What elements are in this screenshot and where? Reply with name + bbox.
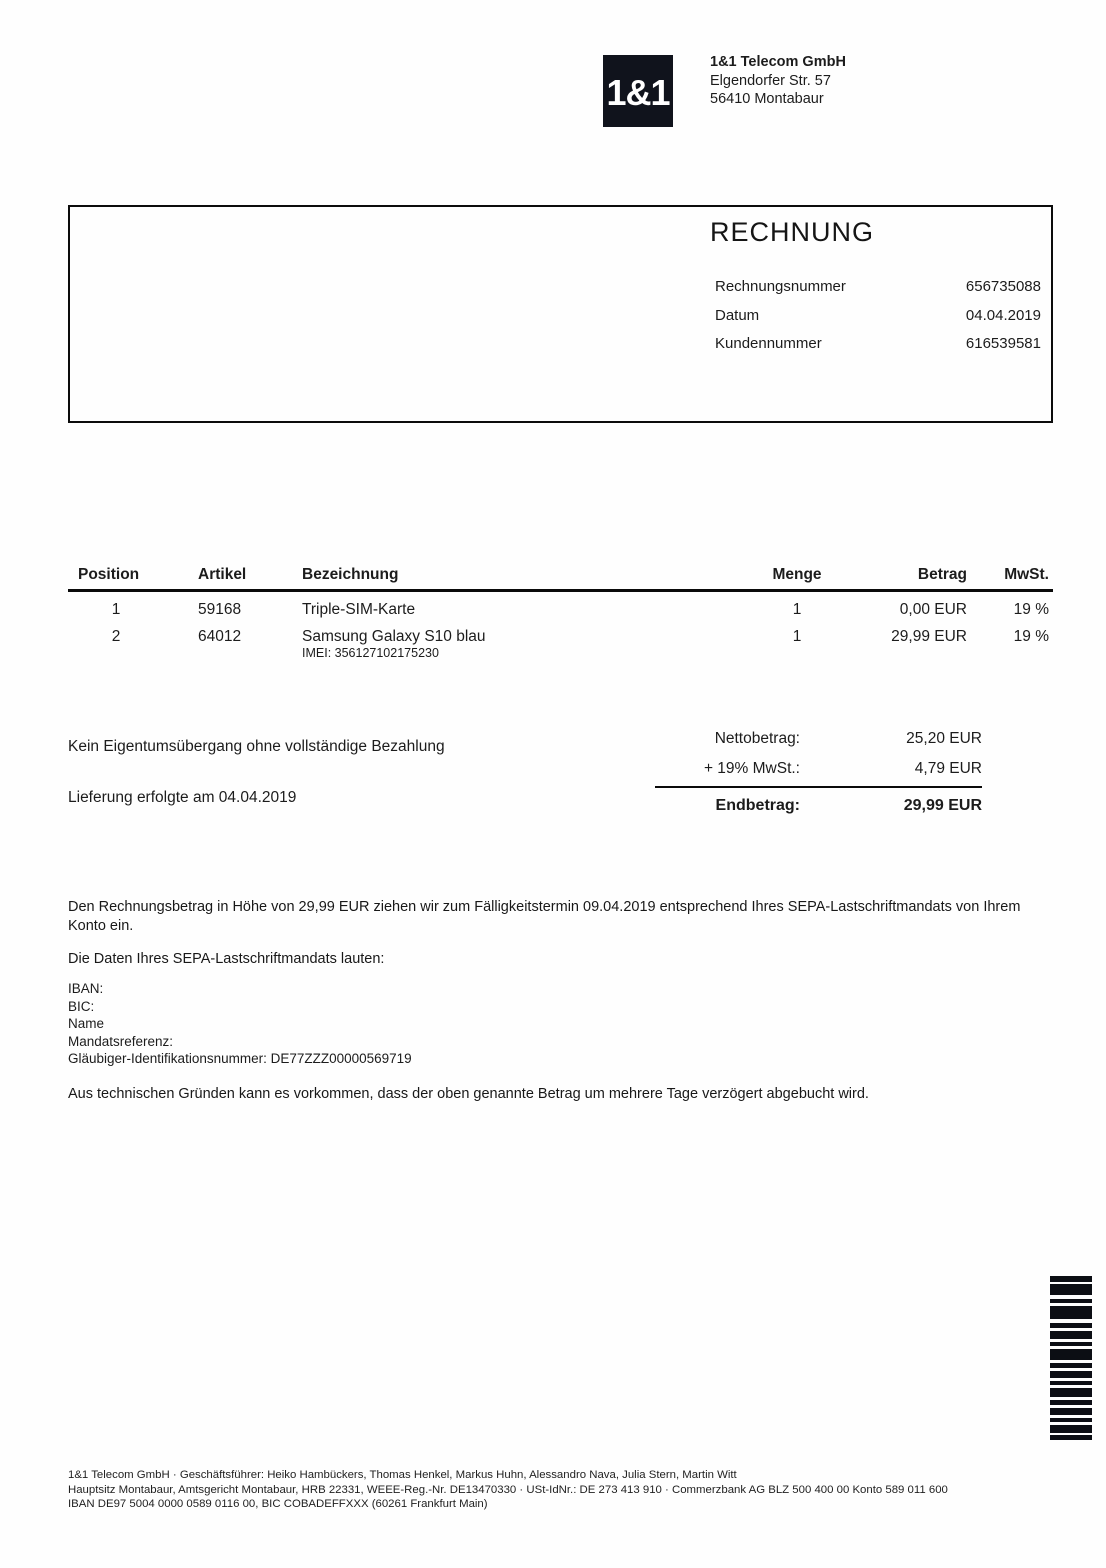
- col-header-betrag: Betrag: [917, 566, 967, 583]
- cell-bezeichnung: [302, 601, 742, 619]
- cell-mwst: 19 %: [1013, 601, 1049, 618]
- barcode: [1050, 1276, 1092, 1440]
- sepa-mandate-ref-line: Mandatsreferenz:: [68, 1033, 174, 1049]
- col-header-menge: Menge: [772, 566, 822, 583]
- vat-value: 4,79 EUR: [914, 760, 982, 777]
- cell-mwst: 19 %: [1013, 628, 1049, 645]
- cell-position: 2: [111, 628, 121, 645]
- item-name: Triple-SIM-Karte: [302, 601, 416, 618]
- cell-position: 1: [111, 601, 121, 618]
- items-table: [68, 566, 1053, 660]
- grand-total-value: 29,99 EUR: [903, 797, 982, 814]
- vat-row: [655, 754, 982, 784]
- ownership-note: Kein Eigentumsübergang ohne vollständige Bezahlung: [68, 738, 445, 755]
- cell-betrag: 0,00 EUR: [899, 601, 967, 618]
- cell-betrag: 29,99 EUR: [891, 628, 967, 645]
- col-header-position: Position: [78, 566, 140, 583]
- sepa-creditor-id-line: Gläubiger-Identifikationsnummer: DE77ZZZ00000569719: [68, 1051, 412, 1066]
- company-name: 1&1 Telecom GmbH: [710, 54, 846, 70]
- cell-artikel: 59168: [198, 601, 242, 618]
- table-row: [68, 628, 1053, 660]
- cell-menge: 1: [792, 628, 802, 645]
- invoice-title: RECHNUNG: [710, 217, 875, 247]
- item-name: Samsung Galaxy S10 blau: [302, 628, 486, 645]
- delivery-note: Lieferung erfolgte am 04.04.2019: [68, 789, 297, 806]
- invoice-date-row: [715, 302, 1041, 331]
- invoice-date-label: Datum: [715, 306, 760, 324]
- invoice-number-label: Rechnungsnummer: [715, 278, 846, 295]
- logo-text: 1&1: [606, 72, 670, 113]
- legal-footer: [68, 1468, 1028, 1512]
- customer-number-value: 616539581: [965, 335, 1041, 352]
- net-total-row: [655, 724, 982, 754]
- sepa-name-line: Name: [68, 1016, 105, 1031]
- vat-label: + 19% MwSt.:: [703, 760, 800, 777]
- footer-line-registration: Hauptsitz Montabaur, Amtsgericht Montabaur, HRB 22331, WEEE-Reg.-Nr. DE13470330 · USt-IdNr.: DE 273 413 910 · Commerzbank AG BLZ 500 400 00 Konto 589 011 600: [68, 1483, 948, 1496]
- cell-menge: 1: [792, 601, 802, 618]
- delay-notice: Aus technischen Gründen kann es vorkommen, dass der oben genannte Betrag um mehrere Tage verzögert abgebucht wird.: [68, 1086, 869, 1102]
- col-header-artikel: Artikel: [198, 566, 247, 583]
- grand-total-row: [655, 786, 982, 821]
- company-city: 56410 Montabaur: [710, 91, 824, 107]
- cell-artikel: 64012: [198, 628, 242, 645]
- sepa-intro: Die Daten Ihres SEPA-Lastschriftmandats lauten:: [68, 951, 385, 967]
- col-header-bezeichnung: Bezeichnung: [302, 566, 399, 583]
- item-detail: IMEI: 356127102175230: [302, 646, 439, 660]
- invoice-number-row: [715, 273, 1041, 302]
- footer-line-management: 1&1 Telecom GmbH · Geschäftsführer: Heiko Hambückers, Thomas Henkel, Markus Huhn, Alessandro Nava, Julia Stern, Martin Witt: [68, 1469, 737, 1481]
- invoice-meta: [715, 273, 1041, 359]
- sepa-bic-line: BIC:: [68, 998, 95, 1014]
- invoice-header-box: [68, 205, 1053, 423]
- customer-number-row: [715, 330, 1041, 359]
- footer-line-bank: IBAN DE97 5004 0000 0589 0116 00, BIC COBADEFFXXX (60261 Frankfurt Main): [68, 1498, 488, 1510]
- sepa-mandate-details: [68, 980, 412, 1068]
- grand-total-label: Endbetrag:: [715, 797, 800, 814]
- debit-notice: Den Rechnungsbetrag in Höhe von 29,99 EUR ziehen wir zum Fälligkeitstermin 09.04.2019 entsprechend Ihres SEPA-Lastschriftmandats von Ihrem Konto ein.: [68, 899, 1021, 934]
- net-total-label: Nettobetrag:: [714, 730, 800, 747]
- cell-bezeichnung: [302, 628, 742, 660]
- totals-block: [655, 724, 982, 821]
- table-row: [68, 601, 1053, 619]
- invoice-date-value: 04.04.2019: [965, 306, 1041, 324]
- sender-address-block: [710, 53, 846, 109]
- items-table-header: [68, 566, 1053, 592]
- net-total-value: 25,20 EUR: [906, 730, 982, 747]
- sepa-iban-line: IBAN:: [68, 981, 104, 996]
- col-header-mwst: MwSt.: [1004, 566, 1049, 583]
- invoice-number-value: 656735088: [965, 278, 1041, 295]
- customer-number-label: Kundennummer: [715, 335, 822, 352]
- company-street: Elgendorfer Str. 57: [710, 72, 831, 89]
- company-logo: [603, 55, 673, 127]
